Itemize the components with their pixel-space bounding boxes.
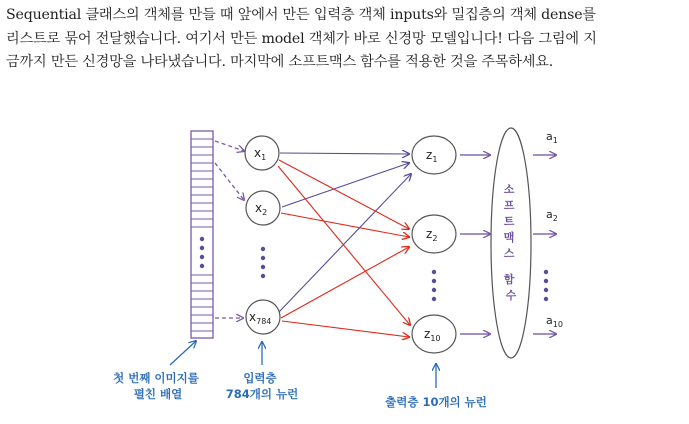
paragraph-line-1: Sequential 클래스의 객체를 만들 때 앞에서 만든 입력층 객체 inputs와 밀집층의 객체 dense를 — [6, 7, 596, 23]
output-neuron-z2 — [412, 215, 456, 253]
output-label-a1: $a_1$ — [546, 130, 558, 145]
input-neuron-x784 — [246, 300, 280, 334]
output-ellipsis — [544, 270, 548, 301]
svg-text:z10: $z_{10}$ — [424, 327, 441, 343]
flattened-annotation-arrow — [170, 341, 196, 365]
paragraph-line-3: 금까지 만든 신경망을 나타냈습니다. 마지막에 소프트맥스 함수를 적용한 것을 주목하세요. — [6, 54, 554, 70]
x2-to-z1-connection — [282, 163, 409, 207]
svg-text:소 프 트 맥: 소 프 트 맥 스 함 수 — [503, 183, 517, 302]
output-label-a10: $a_{10}$ — [546, 314, 563, 329]
x1-to-z1-connection — [280, 153, 409, 154]
x1-to-z10-connection — [278, 166, 410, 325]
svg-text:x2: $x_2$ — [255, 201, 268, 217]
x1-to-z2-connection — [279, 160, 409, 229]
output-neuron-z1 — [412, 136, 456, 174]
flattened-array-annotation: 첫 번째 이미지를 펼친 배열 — [113, 371, 199, 401]
array-to-x2-arrow — [215, 163, 244, 200]
x784-to-z2-connection — [281, 247, 409, 318]
output-label-a2: $a_2$ — [546, 208, 558, 223]
output-layer-annotation: 출력층 10개의 뉴런 — [385, 395, 487, 409]
input-layer-annotation: 입력층 784개의 뉴런 — [225, 371, 299, 401]
svg-text:x784: $x_{784}$ — [249, 310, 272, 326]
input-neuron-x1 — [245, 136, 279, 170]
x784-to-z10-connection — [282, 321, 409, 337]
paragraph-line-2: 리스트로 묶어 전달했습니다. 여기서 만든 model 객체가 바로 신경망 모델입니다! 다음 그림에 지 — [6, 30, 597, 47]
x2-to-z2-connection — [281, 213, 409, 237]
input-ellipsis — [261, 247, 265, 278]
array-to-x1-arrow — [215, 141, 244, 151]
array-ellipsis — [200, 237, 204, 268]
svg-text:z1: $z_1$ — [426, 148, 438, 164]
svg-text:z2: $z_2$ — [426, 227, 438, 243]
output-neuron-z10 — [412, 315, 456, 353]
softmax-function — [491, 128, 531, 358]
flattened-array — [191, 131, 213, 338]
neuron-ellipsis — [432, 270, 436, 301]
svg-text:x1: $x_1$ — [254, 146, 267, 162]
input-neuron-x2 — [246, 191, 280, 225]
